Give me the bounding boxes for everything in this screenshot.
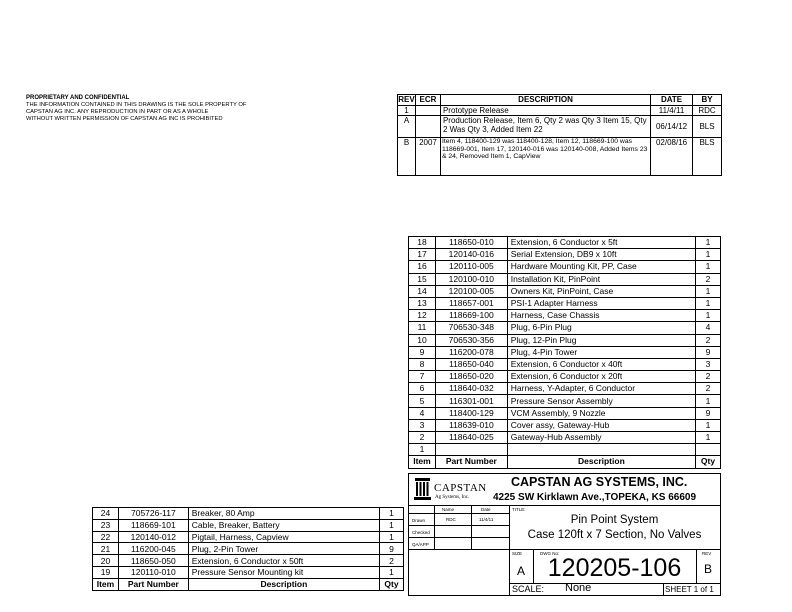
qty-cell: 1 [696,297,721,309]
qty-cell: 2 [380,555,404,567]
rev-cell: B [398,138,416,176]
part-number-cell: 116200-078 [435,346,507,358]
bom-row [93,508,404,520]
scale-value: None [565,582,592,594]
item-number-cell: 15 [409,273,436,285]
item-number-cell: 24 [93,508,119,520]
qty-cell: 1 [380,519,404,531]
checked-label: Checked [412,530,430,535]
part-number-cell: 118657-001 [435,297,507,309]
item-number-cell: 17 [409,249,436,261]
item-number-cell: 19 [93,566,119,578]
qty-cell: 1 [696,310,721,322]
part-number-cell: 118650-050 [118,555,188,567]
description-cell: Gateway-Hub Assembly [507,432,695,444]
bom-row [409,310,721,322]
rev-by: BLS [693,116,722,138]
rev-date: 11/4/11 [651,106,693,116]
description-cell: Extension, 6 Conductor x 50ft [188,555,379,567]
qty-cell: 4 [696,322,721,334]
qty-cell: 1 [696,237,721,249]
proprietary-line: CAPSTAN AG INC. ANY REPRODUCTION IN PART OR AS A WHOLE [26,109,209,115]
bom-row [409,444,721,456]
item-header: Item [409,456,436,468]
description-cell: Plug, 2-Pin Tower [188,543,379,555]
item-number-cell: 13 [409,297,436,309]
description-cell: Plug, 6-Pin Plug [507,322,695,334]
item-number-cell: 1 [409,444,436,456]
rev-cell: A [398,116,416,138]
bom-row [409,419,721,431]
rev-by: BLS [693,138,722,176]
description-header: DESCRIPTION [440,95,650,106]
proprietary-notice [26,95,326,123]
proprietary-line: WITHOUT WRITTEN PERMISSION OF CAPSTAN AG INC IS PROHIBITED [26,116,223,122]
drawing-title-line1: Pin Point System [570,514,659,526]
bom-header-row [93,578,404,590]
ecr-cell: 2007 [415,138,440,176]
description-cell: Pigtail, Harness, Capview [188,531,379,543]
drawn-date: 11/4/11 [479,517,494,522]
qty-cell: 1 [696,261,721,273]
description-cell: Harness, Case Chassis [507,310,695,322]
rev-value: B [703,562,712,576]
rev-description: Production Release, Item 6, Qty 2 was Qty 3 Item 15, Qty 2 Was Qty 3, Added Item 22 [440,116,650,138]
part-number-cell: 118669-101 [118,519,188,531]
item-number-cell: 12 [409,310,436,322]
part-number-cell: 120110-005 [435,261,507,273]
part-number-cell: 706530-348 [435,322,507,334]
revision-row [398,106,722,116]
bom-row [93,555,404,567]
description-cell: Harness, Y-Adapter, 6 Conductor [507,383,695,395]
rev-header: REV [398,95,415,104]
qty-cell: 1 [380,566,404,578]
item-number-cell: 2 [409,432,436,444]
bom-row [93,543,404,555]
item-header: Item [93,578,119,590]
company-name: CAPSTAN AG SYSTEMS, INC. [511,475,688,489]
part-number-cell: 118640-032 [435,383,507,395]
part-number-cell: 116301-001 [435,395,507,407]
item-number-cell: 16 [409,261,436,273]
bom-row [409,297,721,309]
description-cell [507,444,695,456]
proprietary-line: THE INFORMATION CONTAINED IN THIS DRAWING IS THE SOLE PROPERTY OF [26,102,247,108]
bom-row [409,334,721,346]
ecr-cell [415,116,440,138]
by-header: BY [693,95,722,106]
revision-row [398,138,722,176]
part-number-cell: 118640-025 [435,432,507,444]
bom-row [93,519,404,531]
bom-table-upper [408,236,721,469]
drawing-title-line2: Case 120ft x 7 Section, No Valves [527,529,702,541]
proprietary-heading: PROPRIETARY AND CONFIDENTIAL [26,95,130,101]
qty-header: Qty [380,578,404,590]
qty-header: Qty [696,456,721,468]
ecr-cell [415,106,440,116]
item-number-cell: 4 [409,407,436,419]
part-number-cell: 118400-129 [435,407,507,419]
size-value: A [516,564,525,578]
item-number-cell: 8 [409,358,436,370]
description-header: Description [188,578,379,590]
part-number-cell: 120100-010 [435,273,507,285]
bom-row [409,249,721,261]
bom-row [93,566,404,578]
description-cell: Cover assy, Gateway-Hub [507,419,695,431]
description-cell: Pressure Sensor Assembly [507,395,695,407]
description-cell: PSI-1 Adapter Harness [507,297,695,309]
description-cell: Pressure Sensor Mounting kit [188,566,379,578]
revision-row [398,116,722,138]
description-cell: Breaker, 80 Amp [188,508,379,520]
part-number-cell: 118650-010 [435,237,507,249]
item-number-cell: 14 [409,285,436,297]
qty-cell: 9 [696,407,721,419]
part-number-cell: 118639-010 [435,419,507,431]
qty-cell [696,444,721,456]
item-number-cell: 10 [409,334,436,346]
qty-cell: 1 [380,508,404,520]
part-number-cell: 118650-040 [435,358,507,370]
rev-cell: 1 [398,106,416,116]
revision-header-row [398,95,722,106]
bom-header-row [409,456,721,468]
part-number-cell: 116200-045 [118,543,188,555]
qty-cell: 2 [696,334,721,346]
bom-row [409,261,721,273]
date-header: DATE [651,95,693,106]
drawing-number: 120205-106 [547,554,682,582]
part-number-cell: 120100-005 [435,285,507,297]
bom-row [409,407,721,419]
bom-row [409,383,721,395]
qty-cell: 1 [696,285,721,297]
bom-row [409,322,721,334]
item-number-cell: 9 [409,346,436,358]
description-cell: Plug, 4-Pin Tower [507,346,695,358]
description-cell: VCM Assembly, 9 Nozzle [507,407,695,419]
part-number-cell: 120140-012 [118,531,188,543]
bom-row [409,432,721,444]
date-column-label: Date [481,507,491,512]
item-number-cell: 22 [93,531,119,543]
revision-table [397,94,722,176]
description-cell: Plug, 12-Pin Plug [507,334,695,346]
part-number-cell [435,444,507,456]
size-label: SIZE [512,551,523,556]
qty-cell: 1 [696,419,721,431]
description-cell: Owners Kit, PinPoint, Case [507,285,695,297]
company-address: 4225 SW Kirklawn Ave.,TOPEKA, KS 66609 [493,492,697,503]
bom-row [93,531,404,543]
part-number-header: Part Number [118,578,188,590]
description-header: Description [507,456,695,468]
description-cell: Hardware Mounting Kit, PP, Case [507,261,695,273]
logo-subtext: Ag Systems, Inc. [435,495,470,500]
part-number-cell: 118669-100 [435,310,507,322]
qty-cell: 3 [696,358,721,370]
description-cell: Installation Kit, PinPoint [507,273,695,285]
item-number-cell: 23 [93,519,119,531]
qty-cell: 9 [696,346,721,358]
bom-row [409,371,721,383]
title-block [408,473,721,596]
description-cell: Cable, Breaker, Battery [188,519,379,531]
item-number-cell: 3 [409,419,436,431]
bom-row [409,346,721,358]
part-number-cell: 705726-117 [118,508,188,520]
bom-row [409,285,721,297]
dwg-label: DWG No: [540,551,560,556]
part-number-header: Part Number [435,456,507,468]
qty-cell: 1 [380,531,404,543]
description-cell: Extension, 6 Conductor x 5ft [507,237,695,249]
item-number-cell: 20 [93,555,119,567]
qty-cell: 1 [696,395,721,407]
name-column-label: Name [442,507,455,512]
capstan-logo-icon [413,477,433,501]
bom-row [409,237,721,249]
part-number-cell: 120110-010 [118,566,188,578]
rev-by: RDC [693,106,722,116]
qty-cell: 2 [696,371,721,383]
rev-date: 02/08/16 [651,138,693,176]
description-cell: Serial Extension, DB9 x 10ft [507,249,695,261]
sheet-number: SHEET 1 of 1 [665,585,714,594]
qty-cell: 1 [696,249,721,261]
qty-cell: 1 [696,432,721,444]
item-number-cell: 5 [409,395,436,407]
item-number-cell: 21 [93,543,119,555]
item-number-cell: 7 [409,371,436,383]
qty-cell: 2 [696,383,721,395]
drawn-label: Drawn [412,518,426,523]
bom-row [409,358,721,370]
rev-date: 06/14/12 [651,116,693,138]
description-cell: Extension, 6 Conductor x 20ft [507,371,695,383]
rev-description: Prototype Release [440,106,650,116]
item-number-cell: 11 [409,322,436,334]
drawn-name: RDC [446,517,456,522]
rev-description: Item 4, 118400-129 was 118400-128, Item 12, 118669-100 was 118669-001, Item 17, 120140-016 was 120140-008, Added Items 23 & 24, Removed Item 1, CapView [440,138,650,176]
part-number-cell: 118650-020 [435,371,507,383]
title-label: TITLE: [512,507,526,512]
rev-label: REV [702,551,712,556]
qty-cell: 2 [696,273,721,285]
scale-label: SCALE: [512,584,545,594]
capstan-logo [413,477,491,503]
bom-table-lower [92,507,404,591]
qa-label: QA/APP [412,542,429,547]
item-number-cell: 18 [409,237,436,249]
part-number-cell: 706530-356 [435,334,507,346]
bom-row [409,273,721,285]
bom-row [409,395,721,407]
description-cell: Extension, 6 Conductor x 40ft [507,358,695,370]
part-number-cell: 120140-016 [435,249,507,261]
logo-text: CAPSTAN [434,482,487,494]
ecr-header: ECR [415,95,440,106]
qty-cell: 9 [380,543,404,555]
item-number-cell: 6 [409,383,436,395]
